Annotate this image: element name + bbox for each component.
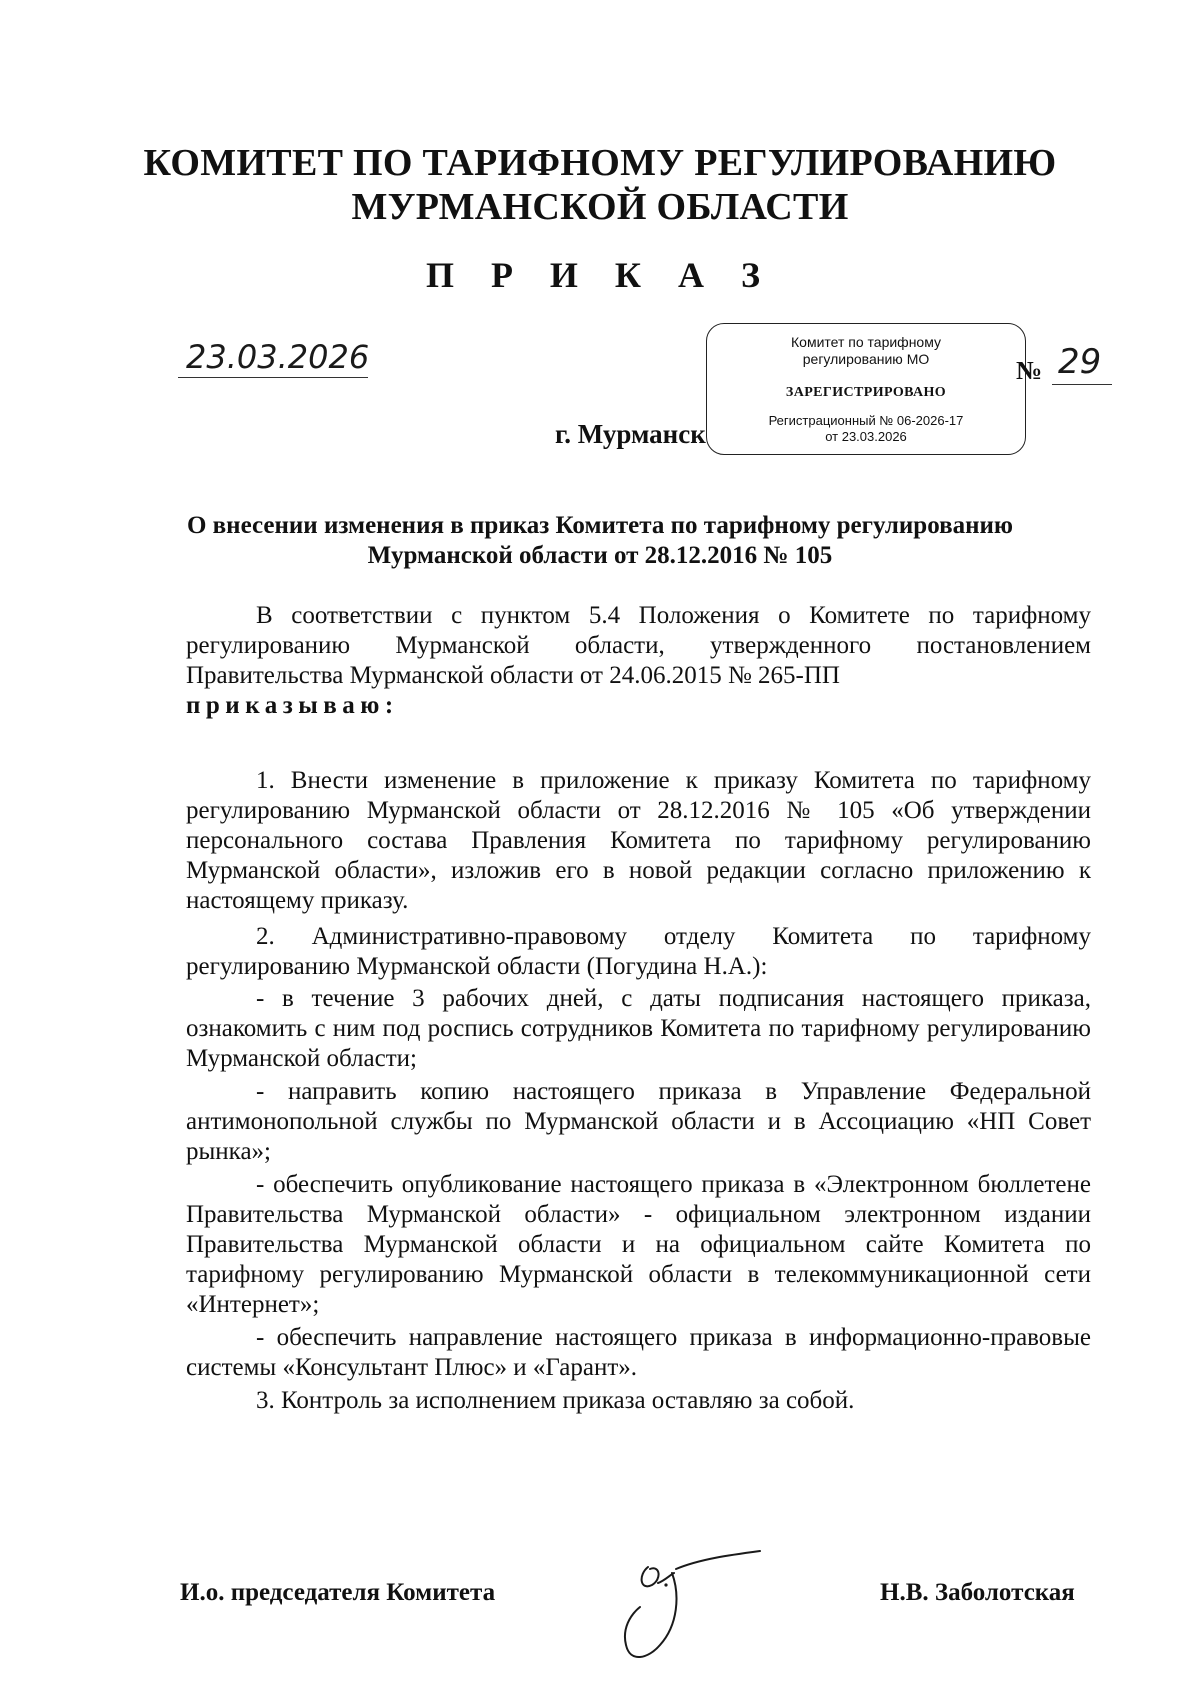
- preamble-paragraph: [186, 601, 1091, 721]
- number-underline: [1052, 384, 1112, 385]
- item-2-subitem-b: - направить копию настоящего приказа в Управление Федеральной антимонопольной службы по Мурманской области и в Ассоциацию «НП Совет рынка»;: [186, 1078, 1091, 1165]
- item-3-paragraph: 3. Контроль за исполнением приказа оставляю за собой.: [256, 1387, 855, 1414]
- city-name: г. Мурманск: [555, 419, 706, 449]
- item-1-paragraph: 1. Внести изменение в приложение к приказу Комитета по тарифному регулированию Мурманской области от 28.12.2016 № 105 «Об утверждении персонального состава Правления Комитета по тарифному регулированию Мурманской области», изложив его в новой редакции согласно приложению к настоящему приказу.: [186, 767, 1091, 914]
- order-word: приказываю:: [186, 692, 399, 719]
- stamp-status: ЗАРЕГИСТРИРОВАНО: [785, 385, 947, 400]
- handwritten-number: 29: [1058, 342, 1102, 382]
- organization-name-line-1: КОМИТЕТ ПО ТАРИФНОМУ РЕГУЛИРОВАНИЮ: [143, 142, 1057, 184]
- stamp-line-1: Комитет по тарифному: [791, 334, 941, 350]
- stamp-line-2: регулированию МО: [802, 351, 930, 367]
- subject-line-2: Мурманской области от 28.12.2016 № 105: [367, 542, 833, 569]
- organization-name-line-2: МУРМАНСКОЙ ОБЛАСТИ: [351, 186, 849, 228]
- stamp-reg-number: Регистрационный № 06-2026-17: [768, 413, 964, 428]
- handwritten-date: 23.03.2026: [186, 338, 370, 376]
- stamp-registration: [707, 413, 1025, 445]
- date-underline: [178, 377, 368, 378]
- item-2-paragraph: 2. Административно-правовому отделу Комитета по тарифному регулированию Мурманской области (Погудина Н.А.):: [186, 923, 1091, 980]
- item-2-subitem-d: - обеспечить направление настоящего приказа в информационно-правовые системы «Консультант Плюс» и «Гарант».: [186, 1324, 1091, 1381]
- stamp-organization: [707, 334, 1025, 368]
- stamp-reg-date: от 23.03.2026: [825, 429, 907, 444]
- signatory-name: Н.В. Заболотская: [880, 1579, 1075, 1606]
- item-2-subitem-c: - обеспечить опубликование настоящего приказа в «Электронном бюллетене Правительства Мурманской области» - официальном электронном издании Правительства Мурманской области и на официальном сайте Комитета по тарифному регулированию Мурманской области в телекоммуникационной сети «Интернет»;: [186, 1171, 1091, 1318]
- number-sign: №: [1016, 356, 1043, 385]
- signatory-position: И.о. председателя Комитета: [180, 1579, 496, 1606]
- document-subject: [180, 511, 1020, 571]
- subject-line-1: О внесении изменения в приказ Комитета по тарифному регулированию: [186, 512, 1013, 539]
- registration-stamp: [706, 323, 1026, 455]
- handwritten-signature: [600, 1535, 770, 1675]
- preamble-text: В соответствии с пунктом 5.4 Положения о Комитете по тарифному регулированию Мурманской области, утвержденного постановлением Правительства Мурманской области от 24.06.2015 № 265-ПП: [186, 602, 1091, 689]
- document-type-title: П Р И К А З: [425, 255, 775, 295]
- item-2-subitem-a: - в течение 3 рабочих дней, с даты подписания настоящего приказа, ознакомить с ним под роспись сотрудников Комитета по тарифному регулированию Мурманской области;: [186, 985, 1091, 1072]
